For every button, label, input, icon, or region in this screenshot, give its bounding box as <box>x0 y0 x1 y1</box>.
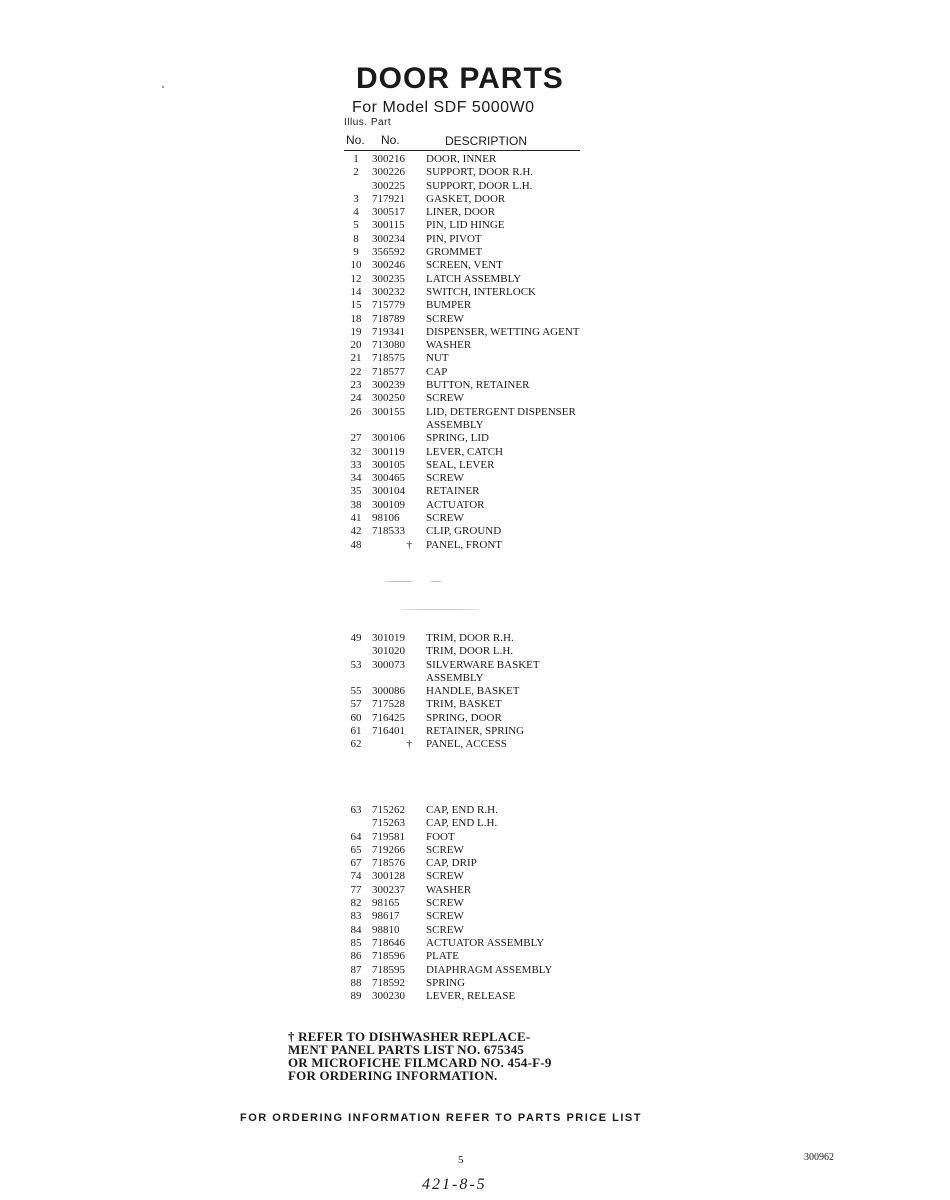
part-number: 98106 <box>372 512 400 525</box>
part-description: WASHER <box>426 339 472 352</box>
illus-number: 88 <box>350 976 362 989</box>
part-number: 718577 <box>372 365 405 378</box>
parts-row <box>340 352 586 365</box>
illus-number: 1 <box>353 153 359 165</box>
parts-row <box>340 246 586 259</box>
part-number: 300230 <box>372 990 405 1003</box>
part-number: 300225 <box>372 179 405 192</box>
part-number: 717528 <box>372 698 405 711</box>
parts-row <box>340 539 586 552</box>
part-number: 300235 <box>372 272 405 285</box>
part-description: CLIP, GROUND <box>426 525 502 538</box>
scan-speck <box>162 86 164 88</box>
part-description: SCREW <box>426 910 464 923</box>
parts-row <box>340 153 586 166</box>
part-number: 716401 <box>372 725 405 738</box>
parts-row <box>340 313 586 326</box>
parts-row <box>340 738 586 751</box>
parts-row <box>340 379 586 392</box>
illus-number: 35 <box>350 485 362 498</box>
parts-row <box>340 817 586 830</box>
part-description: SCREW <box>426 923 464 936</box>
illus-number: 48 <box>350 538 362 551</box>
part-number: 718576 <box>372 857 405 870</box>
illus-number: 67 <box>350 857 362 870</box>
part-description: TRIM, DOOR L.H. <box>426 645 514 658</box>
parts-row <box>340 725 586 738</box>
part-number: 300517 <box>372 206 405 219</box>
parts-row <box>340 472 586 485</box>
part-number: 718646 <box>372 936 405 949</box>
part-number: 713080 <box>372 339 405 352</box>
parts-row <box>340 273 586 286</box>
illus-number: 89 <box>350 990 362 1003</box>
part-number: 300216 <box>372 153 405 165</box>
illus-number: 64 <box>350 830 362 843</box>
part-description: FOOT <box>426 830 455 843</box>
part-description: SWITCH, INTERLOCK <box>426 285 536 298</box>
parts-row <box>340 964 586 977</box>
part-description: CAP, DRIP <box>426 857 477 870</box>
illus-number: 87 <box>350 963 362 976</box>
page-title: DOOR PARTS <box>356 62 564 95</box>
document-number: 300962 <box>804 1152 834 1163</box>
parts-row <box>340 977 586 990</box>
part-description: BUMPER <box>426 299 472 312</box>
illus-number: 84 <box>350 923 362 936</box>
part-number: 300465 <box>372 472 405 485</box>
parts-row <box>340 910 586 923</box>
illus-number: 12 <box>350 272 362 285</box>
part-number: 356592 <box>372 246 405 259</box>
parts-row <box>340 180 586 193</box>
part-description: SPRING, DOOR <box>426 711 502 724</box>
parts-row <box>340 685 586 698</box>
part-description: BUTTON, RETAINER <box>426 379 530 392</box>
part-description: SEAL, LEVER <box>426 458 495 471</box>
part-description: SCREW <box>426 472 464 485</box>
part-description: ACTUATOR <box>426 498 485 511</box>
part-description: LID, DETERGENT DISPENSER ASSEMBLY <box>426 405 576 431</box>
illus-number: 4 <box>353 206 359 219</box>
part-description: GASKET, DOOR <box>426 192 506 205</box>
parts-row <box>340 645 586 658</box>
illus-number: 5 <box>353 219 359 232</box>
illus-number: 55 <box>350 685 362 698</box>
parts-row <box>340 512 586 525</box>
part-number: 300104 <box>372 485 405 498</box>
parts-row <box>340 339 586 352</box>
part-number: 718595 <box>372 963 405 976</box>
parts-row <box>340 459 586 472</box>
part-number: 300073 <box>372 658 405 671</box>
part-number: 716425 <box>372 711 405 724</box>
parts-row <box>340 525 586 538</box>
illus-number: 19 <box>350 325 362 338</box>
handwritten-note: 421-8-5 <box>422 1176 487 1193</box>
model-subtitle: For Model SDF 5000W0 <box>352 99 535 116</box>
parts-row <box>340 366 586 379</box>
parts-row <box>340 206 586 219</box>
illus-number: 61 <box>350 725 362 738</box>
part-number: 300115 <box>372 219 405 232</box>
part-description: NUT <box>426 352 449 365</box>
part-description: RETAINER <box>426 485 480 498</box>
illus-number: 34 <box>350 472 362 485</box>
illus-number: 60 <box>350 711 362 724</box>
parts-row <box>340 857 586 870</box>
illus-number: 77 <box>350 883 362 896</box>
parts-row <box>340 659 586 686</box>
part-description: SUPPORT, DOOR L.H. <box>426 179 533 192</box>
illus-number: 74 <box>350 870 362 883</box>
illus-number: 22 <box>350 365 362 378</box>
part-description: DISPENSER, WETTING AGENT <box>426 325 580 338</box>
scan-speck <box>430 581 442 582</box>
part-description: TRIM, BASKET <box>426 698 502 711</box>
part-description: SCREW <box>426 392 464 405</box>
part-number: 300155 <box>372 405 405 418</box>
illus-number: 26 <box>350 405 362 418</box>
parts-row <box>340 259 586 272</box>
illus-number: 63 <box>350 804 362 816</box>
illus-number: 32 <box>350 445 362 458</box>
parts-row <box>340 950 586 963</box>
illus-number: 53 <box>350 658 362 671</box>
parts-row <box>340 632 586 645</box>
part-number: 300232 <box>372 285 405 298</box>
part-description: DOOR, INNER <box>426 153 497 165</box>
part-number: 715779 <box>372 299 405 312</box>
part-description: PANEL, ACCESS <box>426 738 507 751</box>
part-number: 300250 <box>372 392 405 405</box>
parts-row <box>340 406 586 433</box>
part-number: 301019 <box>372 632 405 644</box>
footnote: † REFER TO DISHWASHER REPLACE- MENT PANEL PARTS LIST NO. 675345 OR MICROFICHE FILMCARD NO. 454-F-9 FOR ORDERING INFORMATION. <box>288 1029 552 1083</box>
parts-row <box>340 499 586 512</box>
part-description: PIN, LID HINGE <box>426 219 505 232</box>
parts-row <box>340 219 586 232</box>
part-number: 718533 <box>372 525 405 538</box>
parts-list-group-3 <box>340 804 586 1003</box>
part-description: PLATE <box>426 950 459 963</box>
illus-number: 33 <box>350 458 362 471</box>
part-description: PANEL, FRONT <box>426 538 502 551</box>
part-number: 300109 <box>372 498 405 511</box>
illus-number: 49 <box>350 632 362 644</box>
illus-number: 82 <box>350 897 362 910</box>
part-description: SCREW <box>426 843 464 856</box>
illus-number: 9 <box>353 246 359 259</box>
illus-number: 41 <box>350 512 362 525</box>
part-number: 300246 <box>372 259 405 272</box>
parts-row <box>340 485 586 498</box>
header-divider <box>344 150 580 151</box>
part-description: CAP, END L.H. <box>426 817 498 830</box>
part-number: 300106 <box>372 432 405 445</box>
illus-number: 27 <box>350 432 362 445</box>
part-description: CAP <box>426 365 448 378</box>
parts-row <box>340 299 586 312</box>
column-header-illus-no: No. <box>346 133 365 147</box>
parts-row <box>340 326 586 339</box>
scan-speck <box>384 581 414 582</box>
parts-list-group-1 <box>340 153 586 552</box>
part-number: 301020 <box>372 645 405 658</box>
part-number: 719581 <box>372 830 405 843</box>
illus-number: 2 <box>353 166 359 179</box>
part-description: RETAINER, SPRING <box>426 725 525 738</box>
parts-row <box>340 698 586 711</box>
part-description: SCREEN, VENT <box>426 259 503 272</box>
part-description: LEVER, CATCH <box>426 445 503 458</box>
parts-list-group-2 <box>340 632 586 752</box>
part-number: 715263 <box>372 817 405 830</box>
parts-row <box>340 884 586 897</box>
part-description: ACTUATOR ASSEMBLY <box>426 936 545 949</box>
part-description: WASHER <box>426 883 472 896</box>
parts-row <box>340 233 586 246</box>
part-number: 300234 <box>372 232 405 245</box>
parts-row <box>340 432 586 445</box>
part-number: 715262 <box>372 804 405 816</box>
part-description: LINER, DOOR <box>426 206 496 219</box>
part-number: 300128 <box>372 870 405 883</box>
part-description: DIAPHRAGM ASSEMBLY <box>426 963 553 976</box>
part-number: 300105 <box>372 458 405 471</box>
illus-number: 86 <box>350 950 362 963</box>
page-number: 5 <box>458 1154 464 1166</box>
part-description: HANDLE, BASKET <box>426 685 520 698</box>
part-number: 300237 <box>372 883 405 896</box>
illus-number: 23 <box>350 379 362 392</box>
parts-row <box>340 712 586 725</box>
part-number: 719266 <box>372 843 405 856</box>
parts-row <box>340 392 586 405</box>
illus-number: 10 <box>350 259 362 272</box>
part-description: PIN, PIVOT <box>426 232 482 245</box>
illus-number: 42 <box>350 525 362 538</box>
illus-number: 57 <box>350 698 362 711</box>
ordering-note: FOR ORDERING INFORMATION REFER TO PARTS PRICE LIST <box>240 1112 642 1124</box>
parts-row <box>340 193 586 206</box>
illus-number: 3 <box>353 192 359 205</box>
part-number: 300086 <box>372 685 405 698</box>
part-description: TRIM, DOOR R.H. <box>426 632 514 644</box>
part-description: SCREW <box>426 512 464 525</box>
part-description: SCREW <box>426 897 464 910</box>
part-number: 300119 <box>372 445 405 458</box>
part-description: SCREW <box>426 870 464 883</box>
parts-row <box>340 990 586 1003</box>
scan-speck <box>400 609 480 610</box>
illus-number: 85 <box>350 936 362 949</box>
part-description: SILVERWARE BASKET ASSEMBLY <box>426 658 540 684</box>
column-header-part-no: No. <box>381 133 400 147</box>
illus-number: 15 <box>350 299 362 312</box>
part-description: CAP, END R.H. <box>426 804 498 816</box>
parts-row <box>340 897 586 910</box>
parts-row <box>340 870 586 883</box>
parts-row <box>340 937 586 950</box>
column-header-illus-part: Illus. Part <box>344 117 392 128</box>
parts-row <box>340 924 586 937</box>
part-number: 300239 <box>372 379 405 392</box>
column-header-description: DESCRIPTION <box>445 134 528 148</box>
illus-number: 14 <box>350 285 362 298</box>
part-number: 718596 <box>372 950 405 963</box>
illus-number: 83 <box>350 910 362 923</box>
parts-row <box>340 831 586 844</box>
part-description: SUPPORT, DOOR R.H. <box>426 166 534 179</box>
illus-number: 24 <box>350 392 362 405</box>
parts-row <box>340 166 586 179</box>
illus-number: 65 <box>350 843 362 856</box>
part-description: LATCH ASSEMBLY <box>426 272 522 285</box>
part-number: † <box>406 538 412 551</box>
part-number: 717921 <box>372 192 405 205</box>
illus-number: 38 <box>350 498 362 511</box>
part-description: SCREW <box>426 312 464 325</box>
illus-number: 8 <box>353 232 359 245</box>
illus-number: 20 <box>350 339 362 352</box>
part-description: LEVER, RELEASE <box>426 990 516 1003</box>
part-number: 718592 <box>372 976 405 989</box>
illus-number: 62 <box>350 738 362 751</box>
part-number: 98810 <box>372 923 400 936</box>
parts-row <box>340 844 586 857</box>
part-number: 719341 <box>372 325 405 338</box>
part-description: GROMMET <box>426 246 483 259</box>
part-number: 300226 <box>372 166 405 179</box>
part-description: SPRING <box>426 976 466 989</box>
illus-number: 21 <box>350 352 362 365</box>
part-description: SPRING, LID <box>426 432 489 445</box>
part-number: 98617 <box>372 910 400 923</box>
parts-row <box>340 804 586 817</box>
part-number: 718789 <box>372 312 405 325</box>
part-number: † <box>406 738 412 751</box>
part-number: 718575 <box>372 352 405 365</box>
part-number: 98165 <box>372 897 400 910</box>
parts-row <box>340 446 586 459</box>
parts-row <box>340 286 586 299</box>
illus-number: 18 <box>350 312 362 325</box>
